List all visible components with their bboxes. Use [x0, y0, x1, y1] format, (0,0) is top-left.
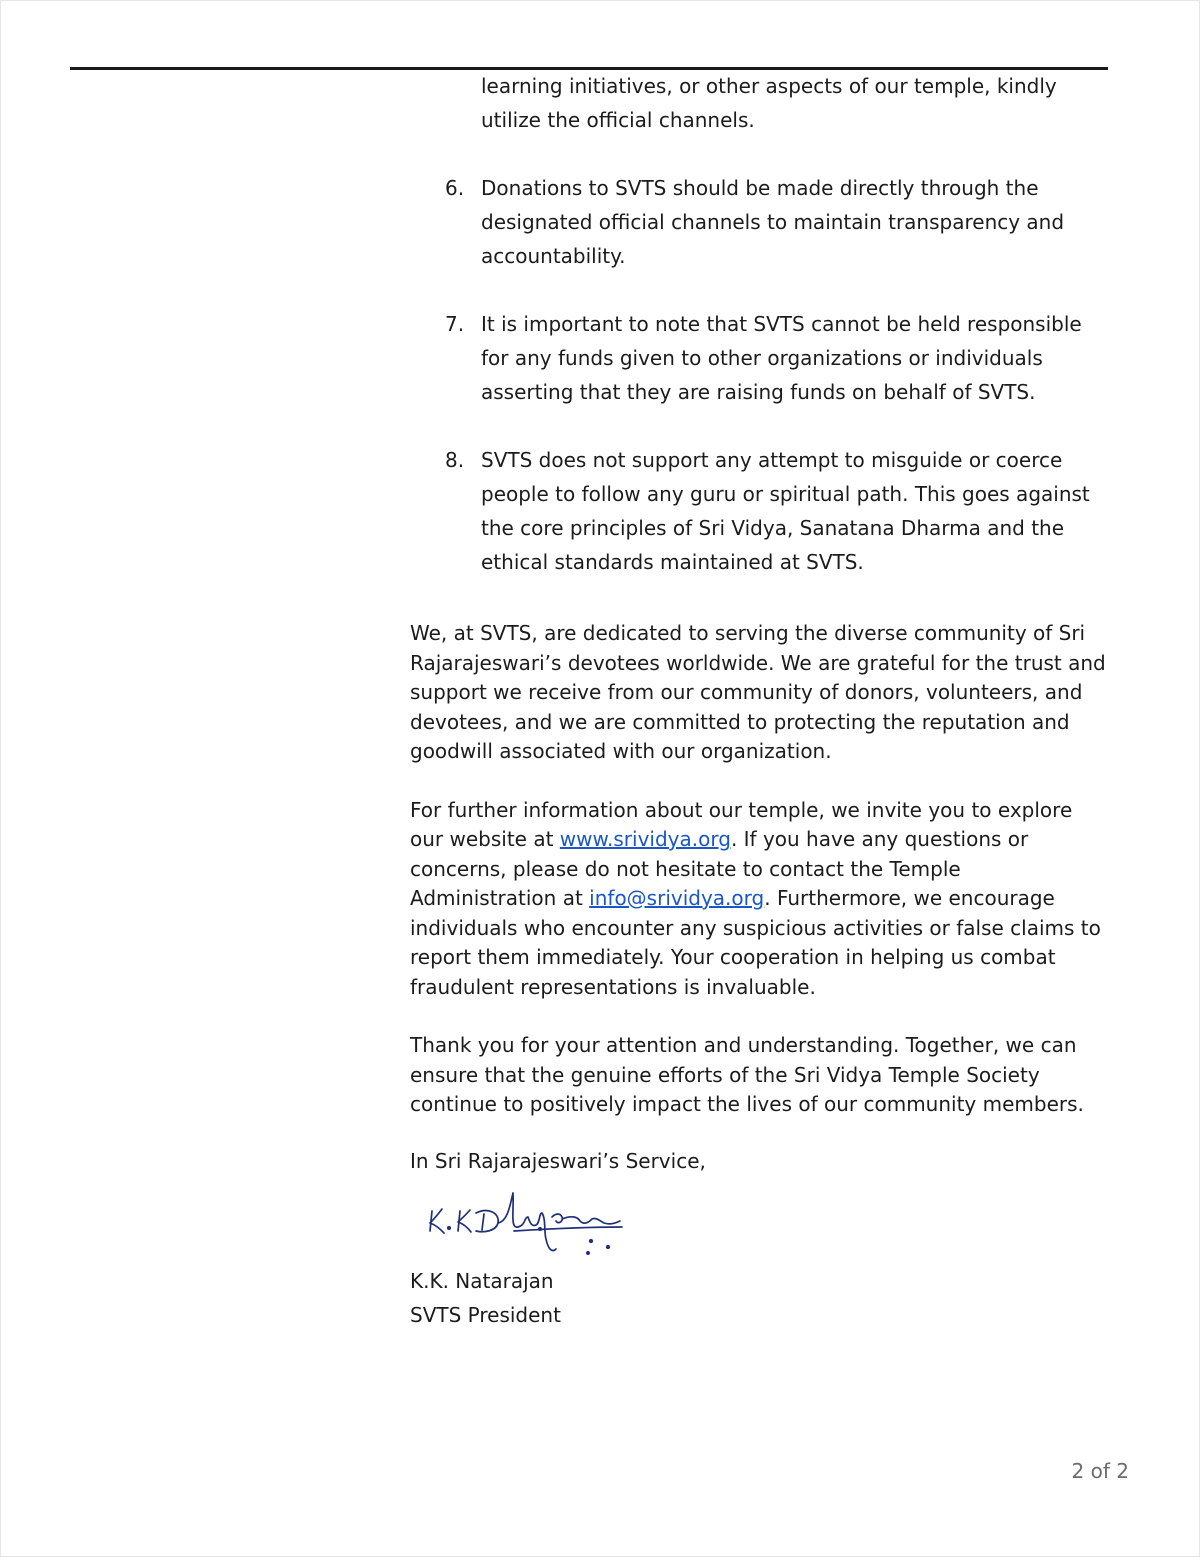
list-number: 7. — [445, 312, 465, 336]
letter-body — [410, 69, 1110, 1178]
signature-image — [418, 1183, 628, 1263]
contact-text: For further information about our temple, we invite you to explore our website at — [410, 797, 1073, 851]
closing-line: In Sri Rajarajeswari’s Service, — [410, 1148, 706, 1173]
community-paragraph: We, at SVTS, are dedicated to serving the diverse community of Sri Rajarajeswari’s devotees worldwide. We are grateful for the trust and support we receive from our community of donors, volunteers, and devotees, and we are committed to protecting the reputation and goodwill associated with our organization. — [410, 621, 1106, 763]
thanks-paragraph: Thank you for your attention and understanding. Together, we can ensure that the genuine efforts of the Sri Vidya Temple Society continue to positively impact the lives of our community members. — [410, 1033, 1084, 1116]
list-item — [410, 443, 1110, 579]
page-number: 2 of 2 — [1071, 1459, 1129, 1483]
contact-text: . If you have any questions or concerns, please do not hesitate to contact the Temple Administration at — [410, 827, 1029, 910]
list-number: 6. — [445, 176, 465, 200]
list-item-text: SVTS does not support any attempt to misguide or coerce people to follow any guru or spiritual path. This goes against the core principles of Sri Vidya, Sanatana Dharma and the ethical standards maintained at SVTS. — [481, 448, 1090, 574]
contact-paragraph — [410, 796, 1110, 1003]
list-item-text: Donations to SVTS should be made directly through the designated official channels to maintain transparency and accountability. — [481, 176, 1065, 268]
list-number: 8. — [445, 448, 465, 472]
list-item-text: It is important to note that SVTS cannot be held responsible for any funds given to other organizations or individuals asserting that they are raising funds on behalf of SVTS. — [481, 312, 1082, 404]
list-item — [410, 307, 1110, 409]
signer-name: K.K. Natarajan — [410, 1269, 554, 1293]
continued-list-text: learning initiatives, or other aspects of our temple, kindly utilize the official channels. — [481, 74, 1057, 132]
website-link[interactable]: www.srividya.org — [559, 827, 731, 851]
contact-text: . Furthermore, we encourage individuals who encounter any suspicious activities or false claims to report them immediately. Your cooperation in helping us combat fraudulent representations is invaluable. — [410, 886, 1101, 999]
email-link[interactable]: info@srividya.org — [589, 886, 765, 910]
list-item — [410, 171, 1110, 273]
signer-title: SVTS President — [410, 1303, 561, 1327]
